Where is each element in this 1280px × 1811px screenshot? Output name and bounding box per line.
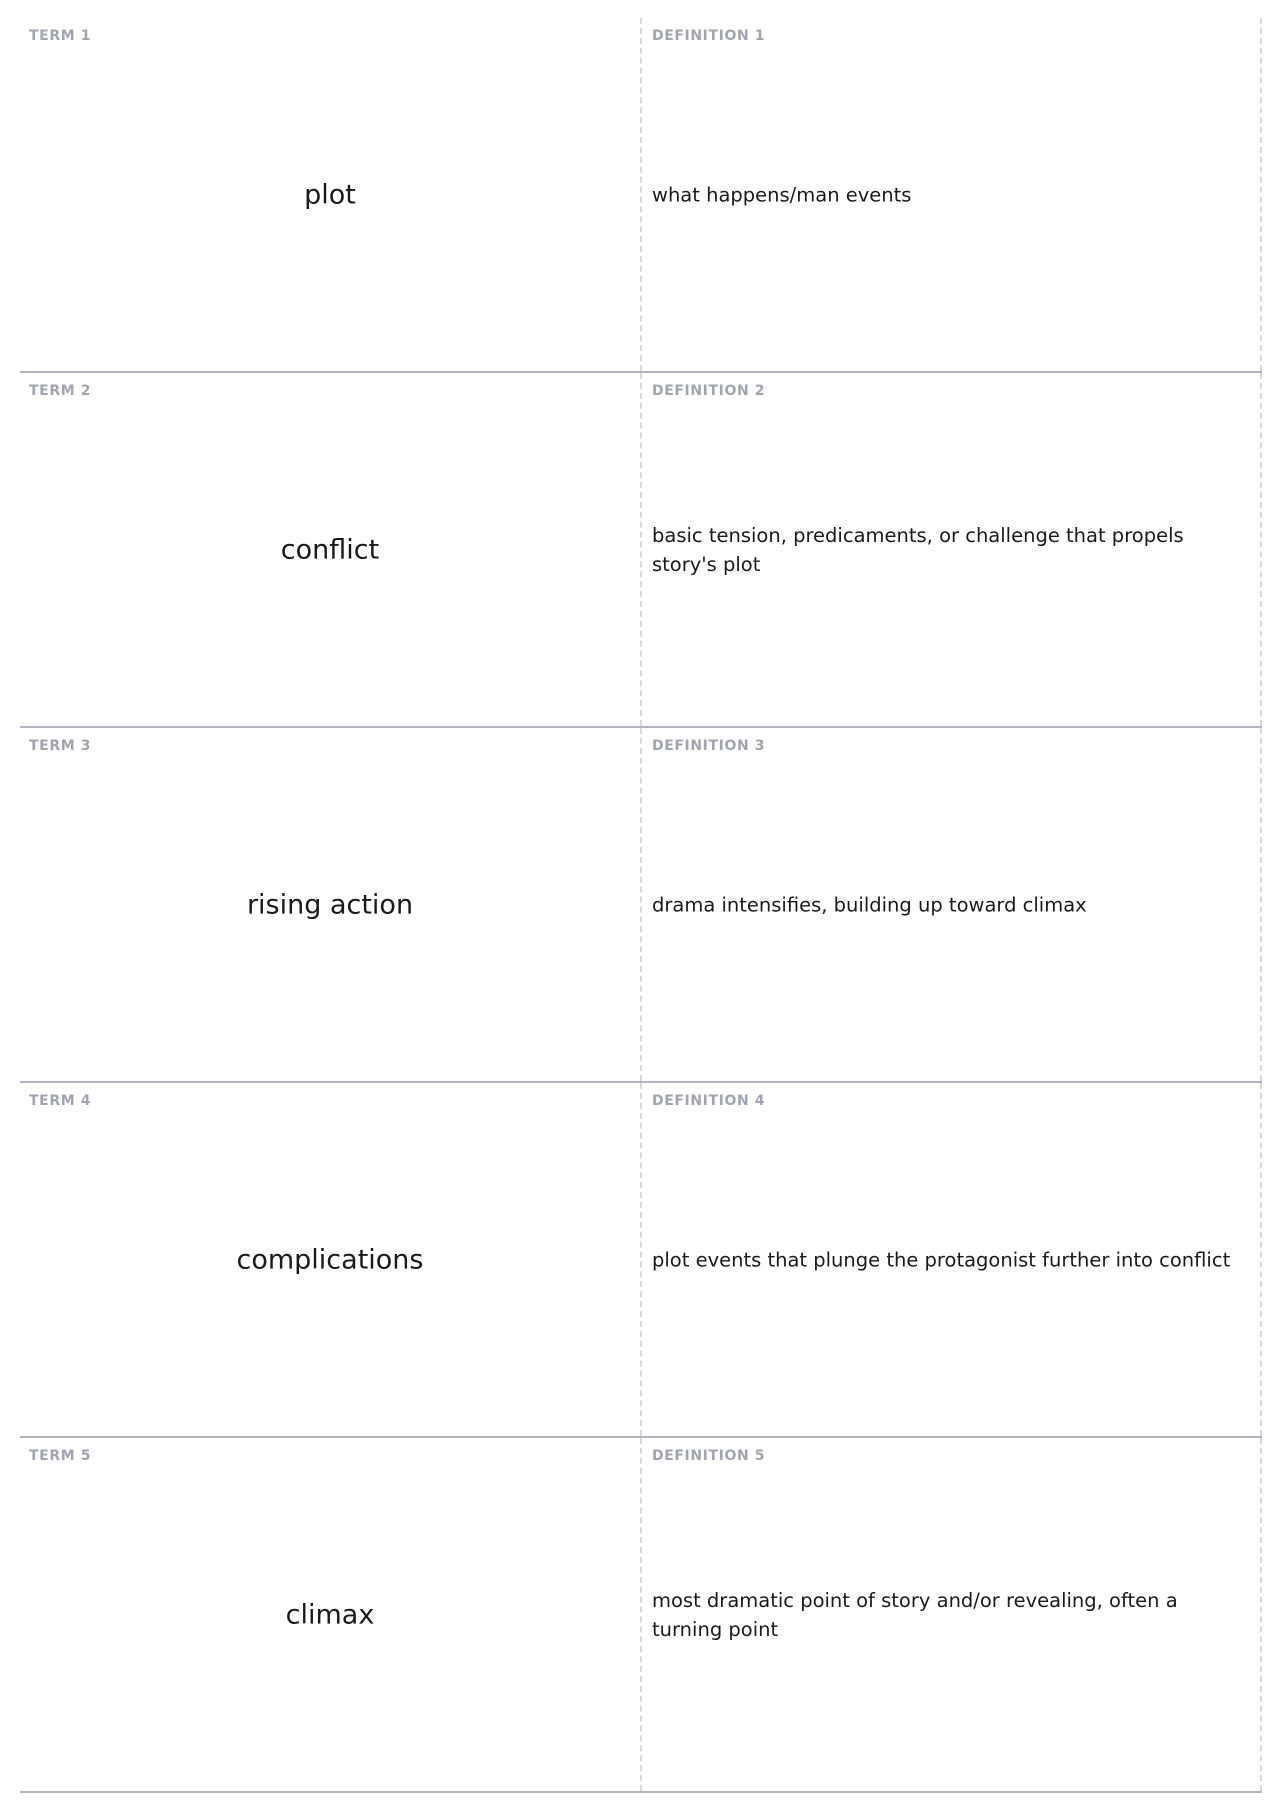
term-cell [20,1083,640,1436]
flashcard-sheet [20,18,1262,1793]
term-text: conflict [280,534,380,565]
cut-line [1260,18,1262,371]
definition-cell [642,1438,1260,1791]
term-label: TERM 3 [29,738,92,754]
definition-text: what happens/man events [652,183,912,206]
cut-line [1260,1438,1262,1791]
definition-text: plot events that plunge the protagonist further into conflict [652,1248,1231,1271]
term-cell [20,1438,640,1791]
term-label: TERM 2 [29,383,92,399]
term-cell [20,18,640,371]
definition-cell [642,728,1260,1081]
cut-line [1260,1083,1262,1436]
definition-label: DEFINITION 1 [652,28,766,44]
term-cell [20,373,640,726]
term-cell [20,728,640,1081]
definition-cell [642,373,1260,726]
cut-line [1260,728,1262,1081]
flashcard-row-3 [20,728,1262,1083]
definition-label: DEFINITION 4 [652,1093,766,1109]
term-label: TERM 5 [29,1448,92,1464]
flashcard-row-1 [20,18,1262,373]
flashcard-row-5 [20,1438,1262,1793]
cut-line [1260,373,1262,726]
definition-cell [642,1083,1260,1436]
flashcard-row-2 [20,373,1262,728]
definition-label: DEFINITION 5 [652,1448,766,1464]
term-label: TERM 4 [29,1093,92,1109]
definition-text: basic tension, predicaments, or challenge that propels story's plot [652,523,1184,576]
definition-text: drama intensifies, building up toward climax [652,893,1087,916]
definition-label: DEFINITION 2 [652,383,766,399]
term-text: plot [304,179,356,210]
term-text: rising action [246,889,414,920]
flashcard-row-4 [20,1083,1262,1438]
term-text: complications [236,1244,424,1275]
term-label: TERM 1 [29,28,92,44]
term-text: climax [285,1599,375,1630]
definition-label: DEFINITION 3 [652,738,766,754]
definition-text: most dramatic point of story and/or revealing, often a turning point [652,1588,1178,1641]
definition-cell [642,18,1260,371]
